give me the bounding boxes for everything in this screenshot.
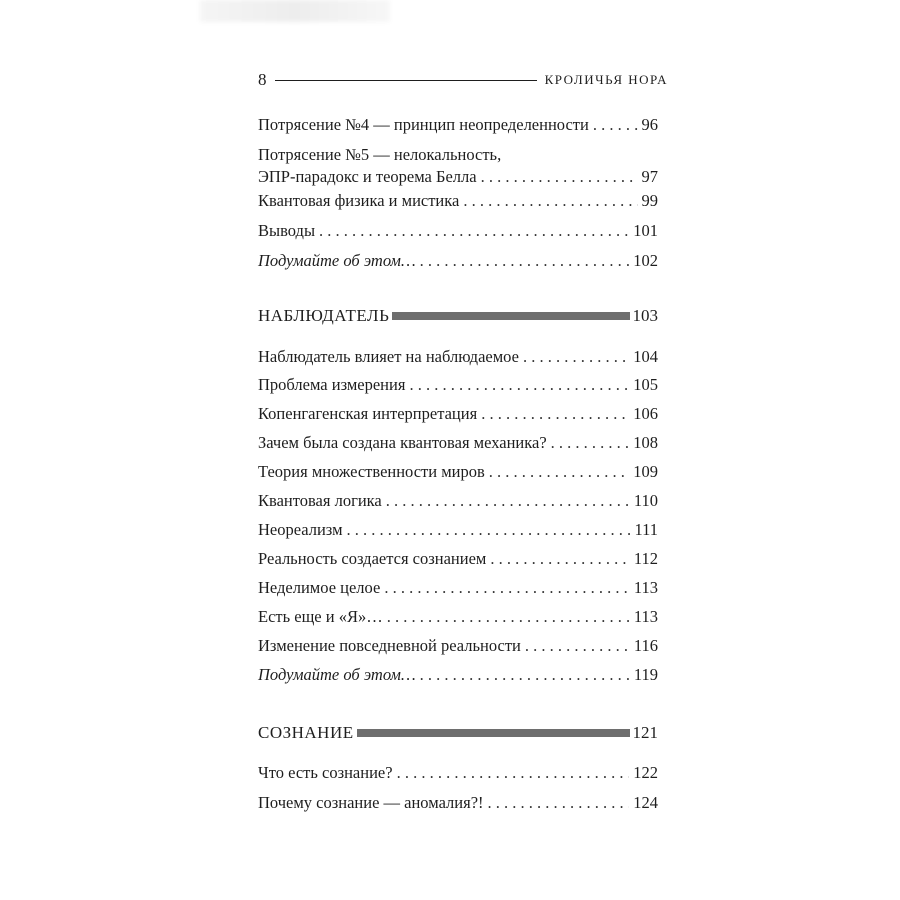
leader-dots [593, 114, 638, 136]
toc-entry-title: Зачем была создана квантовая механика? [258, 433, 547, 452]
leader-dots [420, 250, 630, 272]
header-rule [275, 80, 537, 81]
toc-entry[interactable] [258, 144, 658, 188]
running-title: КРОЛИЧЬЯ НОРА [544, 72, 668, 87]
section-page: 103 [632, 306, 658, 325]
toc-entry-page: 99 [641, 191, 658, 210]
toc-entry-title: Потрясение №4 — принцип неопределенности [258, 115, 589, 134]
toc-entry[interactable] [258, 792, 658, 814]
toc-entry[interactable] [258, 432, 658, 454]
toc-entry-page: 104 [633, 347, 658, 366]
leader-dots [387, 606, 630, 628]
leader-dots [409, 374, 629, 396]
toc-entry-page: 112 [633, 549, 658, 568]
leader-dots [384, 577, 630, 599]
leader-dots [481, 166, 638, 188]
toc-entry-page: 110 [633, 491, 658, 510]
toc-entry[interactable] [258, 762, 658, 784]
toc-entry-page: 105 [633, 375, 658, 394]
toc-entry-title: Квантовая логика [258, 491, 382, 510]
toc-entry[interactable] [258, 490, 658, 512]
toc-entry[interactable] [258, 461, 658, 483]
bleed-through-mark [200, 0, 390, 22]
toc-entry-page: 102 [633, 251, 658, 270]
toc-entry-title: Наблюдатель влияет на наблюдаемое [258, 347, 519, 366]
leader-dots [347, 519, 631, 541]
toc-entry-title: Подумайте об этом… [258, 251, 416, 270]
toc-entry-page: 119 [633, 665, 658, 684]
toc-entry-title: Квантовая физика и мистика [258, 191, 460, 210]
toc-entry-page: 101 [633, 221, 658, 240]
toc-entry[interactable] [258, 577, 658, 599]
toc-entry-page: 96 [641, 115, 658, 134]
section-page: 121 [632, 723, 658, 742]
toc-entry-page: 116 [633, 636, 658, 655]
toc-entry-title: Копенгагенская интерпретация [258, 404, 478, 423]
leader-dots [489, 461, 629, 483]
leader-dots [551, 432, 630, 454]
toc-entry[interactable] [258, 346, 658, 368]
toc-entry[interactable] [258, 403, 658, 425]
toc-entry[interactable] [258, 606, 658, 628]
toc-entry-title: Теория множественности миров [258, 462, 485, 481]
toc-entry-title: Есть еще и «Я»… [258, 607, 383, 626]
toc-entry[interactable] [258, 548, 658, 570]
leader-dots [523, 346, 629, 368]
toc-entry-title: Что есть сознание? [258, 763, 393, 782]
toc-entry[interactable] [258, 374, 658, 396]
toc-entry-title: Подумайте об этом… [258, 665, 416, 684]
toc-entry-title: Неореализм [258, 520, 343, 539]
toc-entry-title: ЭПР-парадокс и теорема Белла [258, 167, 477, 186]
leader-dots [490, 548, 630, 570]
toc-entry[interactable] [258, 664, 658, 686]
toc-entry-page: 108 [633, 433, 658, 452]
leader-dots [488, 792, 630, 814]
toc-entry-title: Изменение повседневной реальности [258, 636, 521, 655]
toc-entry-title: Реальность создается сознанием [258, 549, 487, 568]
toc-entry-page: 109 [633, 462, 658, 481]
toc-entry-page: 106 [633, 404, 658, 423]
toc-entry[interactable] [258, 250, 658, 272]
leader-dots [463, 190, 637, 212]
section-title: СОЗНАНИЕ [258, 723, 354, 742]
toc-entry[interactable] [258, 220, 658, 242]
toc-entry-title: Почему сознание — аномалия?! [258, 793, 484, 812]
toc-entry-page: 111 [634, 520, 658, 539]
toc-entry-page: 122 [633, 763, 658, 782]
leader-dots [397, 762, 630, 784]
leader-dots [386, 490, 630, 512]
toc-entry-title: Неделимое целое [258, 578, 381, 597]
section-heading-consciousness[interactable] [258, 723, 658, 743]
toc-entry-page: 113 [633, 607, 658, 626]
section-bar [392, 312, 629, 320]
toc-entry[interactable] [258, 114, 658, 136]
page-number: 8 [258, 70, 267, 89]
toc-entry-page: 97 [641, 167, 658, 186]
toc-entry-title: Выводы [258, 221, 316, 240]
leader-dots [481, 403, 629, 425]
leader-dots [420, 664, 630, 686]
toc-entry-page: 113 [633, 578, 658, 597]
toc-entry-title-line1: Потрясение №5 — нелокальность, [258, 145, 502, 164]
leader-dots [525, 635, 630, 657]
running-header [258, 70, 668, 90]
toc-entry[interactable] [258, 519, 658, 541]
section-title: НАБЛЮДАТЕЛЬ [258, 306, 390, 325]
leader-dots [319, 220, 629, 242]
section-bar [357, 729, 630, 737]
toc-entry[interactable] [258, 635, 658, 657]
toc-entry[interactable] [258, 190, 658, 212]
toc-entry-title: Проблема измерения [258, 375, 406, 394]
section-heading-observer[interactable] [258, 306, 658, 326]
toc-entry-page: 124 [633, 793, 658, 812]
